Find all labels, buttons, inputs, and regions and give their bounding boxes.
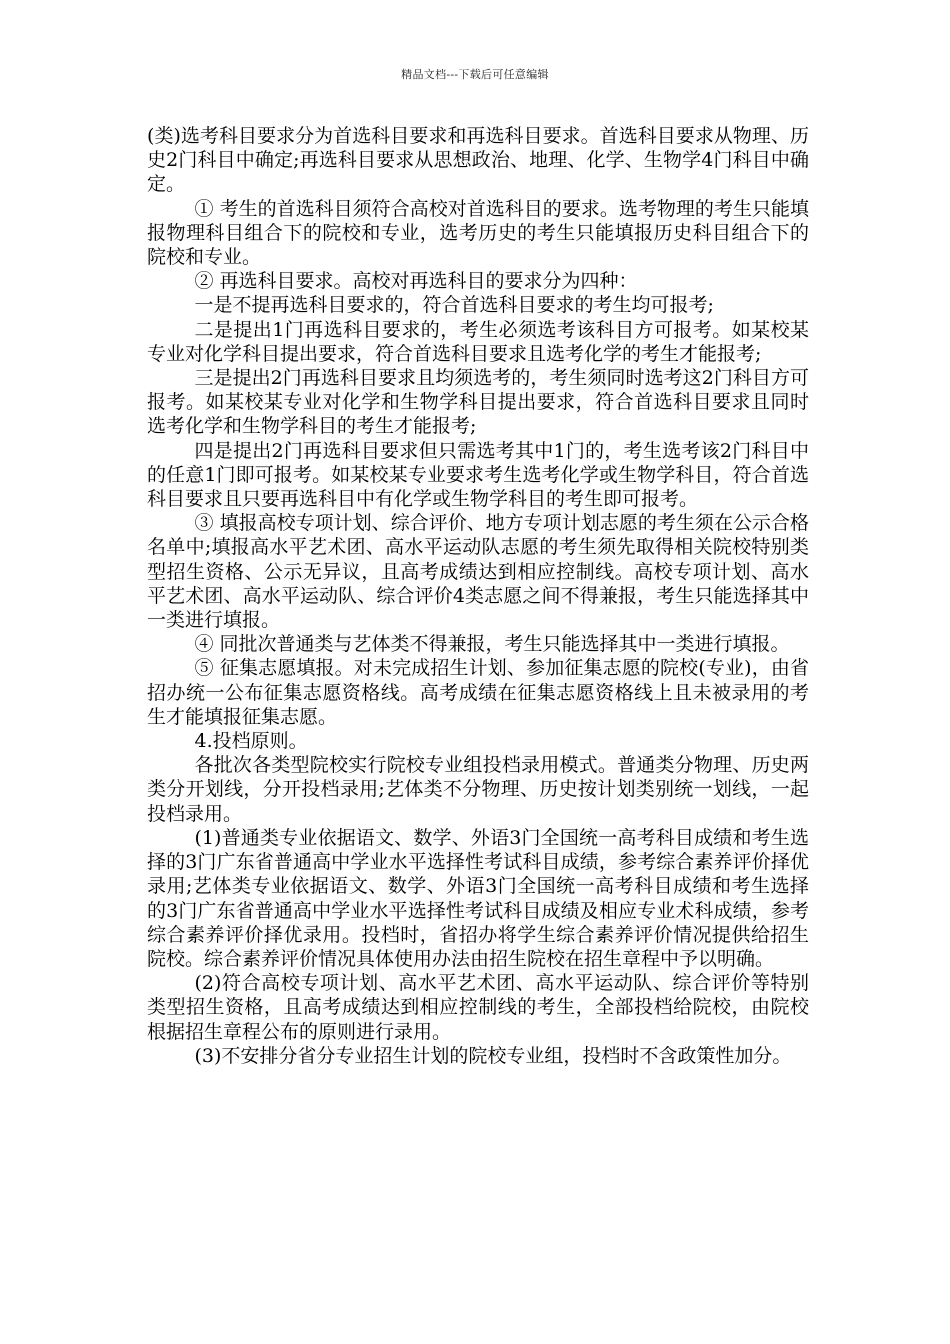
document-body <box>147 124 809 1068</box>
paragraph: 各批次各类型院校实行院校专业组投档录用模式。普通类分物理、历史两类分开划线，分开投档录用;艺体类不分物理、历史按计划类别统一划线，一起投档录用。 <box>147 754 809 825</box>
page-header: 精品文档---下载后可任意编辑 <box>401 68 549 81</box>
section-heading: 4.投档原则。 <box>194 730 308 753</box>
paragraph: 三是提出2门再选科目要求且均须选考的，考生须同时选考这2门科目方可报考。如某校某专业对化学和生物学科目提出要求，符合首选科目要求且同时选考化学和生物学科目的考生才能报考; <box>147 367 809 438</box>
paragraph: ③ 填报高校专项计划、综合评价、地方专项计划志愿的考生须在公示合格名单中;填报高水平艺术团、高水平运动队志愿的考生须先取得相关院校特别类型招生资格、公示无异议，且高考成绩达到相应控制线。高校专项计划、高水平艺术团、高水平运动队、综合评价4类志愿之间不得兼报，考生只能选择其中一类进行填报。 <box>147 512 809 632</box>
paragraph: ① 考生的首选科目须符合高校对首选科目的要求。选考物理的考生只能填报物理科目组合下的院校和专业，选考历史的考生只能填报历史科目组合下的院校和专业。 <box>147 197 809 269</box>
paragraph: (类)选考科目要求分为首选科目要求和再选科目要求。首选科目要求从物理、历史2门科目中确定;再选科目要求从思想政治、地理、化学、生物学4门科目中确定。 <box>147 125 809 196</box>
paragraph: ⑤ 征集志愿填报。对未完成招生计划、参加征集志愿的院校(专业)，由省招办统一公布征集志愿资格线。高考成绩在征集志愿资格线上且未被录用的考生才能填报征集志愿。 <box>147 657 809 728</box>
paragraph: 一是不提再选科目要求的，符合首选科目要求的考生均可报考; <box>194 294 714 317</box>
paragraph: ② 再选科目要求。高校对再选科目的要求分为四种： <box>194 270 638 293</box>
paragraph: (3)不安排分省分专业招生计划的院校专业组，投档时不含政策性加分。 <box>194 1044 792 1067</box>
paragraph: (1)普通类专业依据语文、数学、外语3门全国统一高考科目成绩和考生选择的3门广东省普通高中学业水平选择性考试科目成绩，参考综合素养评价择优录用;艺体类专业依据语文、数学、外语3门全国统一高考科目成绩和考生选择的3门广东省普通高中学业水平选择性考试科目成绩及相应专业术科成绩，参考综合素养评价择优录用。投档时，省招办将学生综合素养评价情况提供给招生院校。综合素养评价情况具体使用办法由招生院校在招生章程中予以明确。 <box>147 826 809 970</box>
paragraph: (2)符合高校专项计划、高水平艺术团、高水平运动队、综合评价等特别类型招生资格，且高考成绩达到相应控制线的考生，全部投档给院校，由院校根据招生章程公布的原则进行录用。 <box>147 972 809 1043</box>
paragraph: ④ 同批次普通类与艺体类不得兼报，考生只能选择其中一类进行填报。 <box>194 633 790 656</box>
paragraph: 二是提出1门再选科目要求的，考生必须选考该科目方可报考。如某校某专业对化学科目提出要求，符合首选科目要求且选考化学的考生才能报考; <box>147 318 809 365</box>
paragraph: 四是提出2门再选科目要求但只需选考其中1门的，考生选考该2门科目中的任意1门即可报考。如某校某专业要求考生选考化学或生物学科目，符合首选科目要求且只要再选科目中有化学或生物学科目的考生即可报考。 <box>147 439 809 511</box>
